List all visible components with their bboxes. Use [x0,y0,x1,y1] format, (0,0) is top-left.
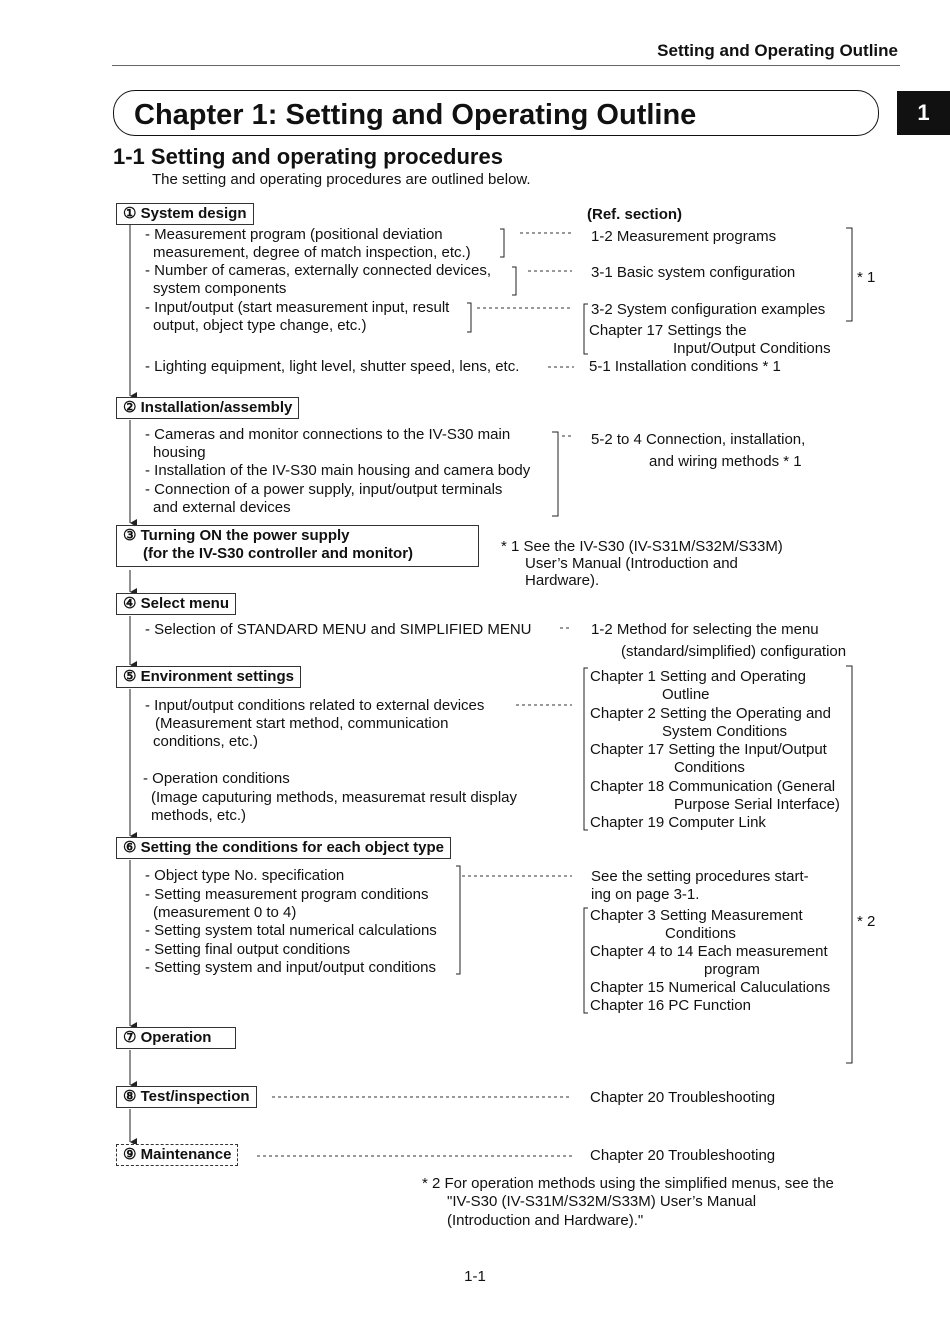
step-maintenance: ⑨ Maintenance [116,1144,238,1166]
step-system-design: ① System design [116,203,254,225]
page-number: 1-1 [464,1268,486,1285]
ref-item: 5-1 Installation conditions * 1 [589,358,781,375]
ref-item: Chapter 4 to 14 Each measurement [590,943,828,960]
ref-item: Conditions [674,759,745,776]
ref-item: ing on page 3-1. [591,886,700,903]
ref-item: program [704,961,760,978]
s1-item: - Lighting equipment, light level, shutter speed, lens, etc. [145,358,520,375]
s2-item: and external devices [153,499,291,516]
step-power-on-line2: (for the IV-S30 controller and monitor) [143,545,414,562]
ref-item: Chapter 16 PC Function [590,997,751,1014]
ref-item: (standard/simplified) configuration [621,643,847,660]
s5-item: (Measurement start method, communication [155,715,449,732]
footnote-marker-2: * 2 [857,913,876,930]
ref-item: 1-2 Measurement programs [591,228,777,245]
section-title: 1-1 Setting and operating procedures [113,144,503,169]
footnote-1: User’s Manual (Introduction and [525,555,738,572]
ref-item: 1-2 Method for selecting the menu [591,621,819,638]
ref-item: 3-1 Basic system configuration [591,264,796,281]
ref-item: Chapter 18 Communication (General [590,778,836,795]
s6-item: - Object type No. specification [145,867,345,884]
s4-item: - Selection of STANDARD MENU and SIMPLIFIED MENU [145,621,532,638]
s2-item: - Connection of a power supply, input/output terminals [145,481,503,498]
s6-item: - Setting final output conditions [145,941,351,958]
step-power-on-line1: ③ Turning ON the power supply [123,527,350,544]
s1-item: system components [153,280,287,297]
ref-item: Chapter 20 Troubleshooting [590,1089,776,1106]
ref-item: System Conditions [662,723,788,740]
ref-item: See the setting procedures start- [591,868,809,885]
ref-item: Chapter 15 Numerical Caluculations [590,979,831,996]
ref-item: Input/Output Conditions [673,340,831,357]
s1-item: - Measurement program (positional deviation [145,226,443,243]
ref-item: 3-2 System configuration examples [591,301,826,318]
step-select-menu: ④ Select menu [116,593,236,615]
s6-item: (measurement 0 to 4) [153,904,297,921]
s5-item: - Input/output conditions related to external devices [145,697,485,714]
footnote-2: (Introduction and Hardware)." [447,1212,644,1229]
ref-section-heading: (Ref. section) [587,206,683,223]
step-installation: ② Installation/assembly [116,397,299,419]
ref-item: and wiring methods * 1 [649,453,802,470]
footnote-marker-1: * 1 [857,269,876,286]
footnote-2: "IV-S30 (IV-S31M/S32M/S33M) User’s Manual [447,1193,757,1210]
s2-item: housing [153,444,206,461]
ref-item: Purpose Serial Interface) [674,796,840,813]
ref-item: Chapter 3 Setting Measurement [590,907,803,924]
s1-item: - Input/output (start measurement input, result [145,299,450,316]
footnote-1: Hardware). [525,572,600,589]
s6-item: - Setting measurement program conditions [145,886,429,903]
ref-item: Chapter 17 Setting the Input/Output [590,741,827,758]
s1-item: - Number of cameras, externally connected devices, [145,262,491,279]
footnote-1: * 1 See the IV-S30 (IV-S31M/S32M/S33M) [501,538,783,555]
ref-item: Chapter 20 Troubleshooting [590,1147,776,1164]
step-operation: ⑦ Operation [116,1027,236,1049]
s2-item: - Installation of the IV-S30 main housing and camera body [145,462,531,479]
step-power-on [116,525,479,567]
s6-item: - Setting system and input/output conditions [145,959,437,976]
ref-item: Chapter 19 Computer Link [590,814,766,831]
chapter-tab: 1 [897,91,950,135]
s5-item: methods, etc.) [151,807,247,824]
ref-item: Chapter 1 Setting and Operating [590,668,806,685]
section-intro: The setting and operating procedures are outlined below. [152,171,531,188]
s5-item: - Operation conditions [143,770,290,787]
ref-item: Outline [662,686,710,703]
s5-item: (Image caputuring methods, measuremat result display [151,789,518,806]
ref-item: 5-2 to 4 Connection, installation, [591,431,806,448]
s1-item: measurement, degree of match inspection, etc.) [153,244,471,261]
s6-item: - Setting system total numerical calculations [145,922,437,939]
s5-item: conditions, etc.) [153,733,259,750]
ref-item: Chapter 17 Settings the [589,322,747,339]
chapter-title: Chapter 1: Setting and Operating Outline [134,99,697,131]
running-header: Setting and Operating Outline [657,41,898,60]
step-environment-settings: ⑤ Environment settings [116,666,301,688]
ref-item: Conditions [665,925,736,942]
footnote-2: * 2 For operation methods using the simplified menus, see the [422,1175,834,1192]
step-object-type-conditions: ⑥ Setting the conditions for each object type [116,837,451,859]
s1-item: output, object type change, etc.) [153,317,367,334]
ref-item: Chapter 2 Setting the Operating and [590,705,831,722]
step-test-inspection: ⑧ Test/inspection [116,1086,257,1108]
s2-item: - Cameras and monitor connections to the IV-S30 main [145,426,511,443]
